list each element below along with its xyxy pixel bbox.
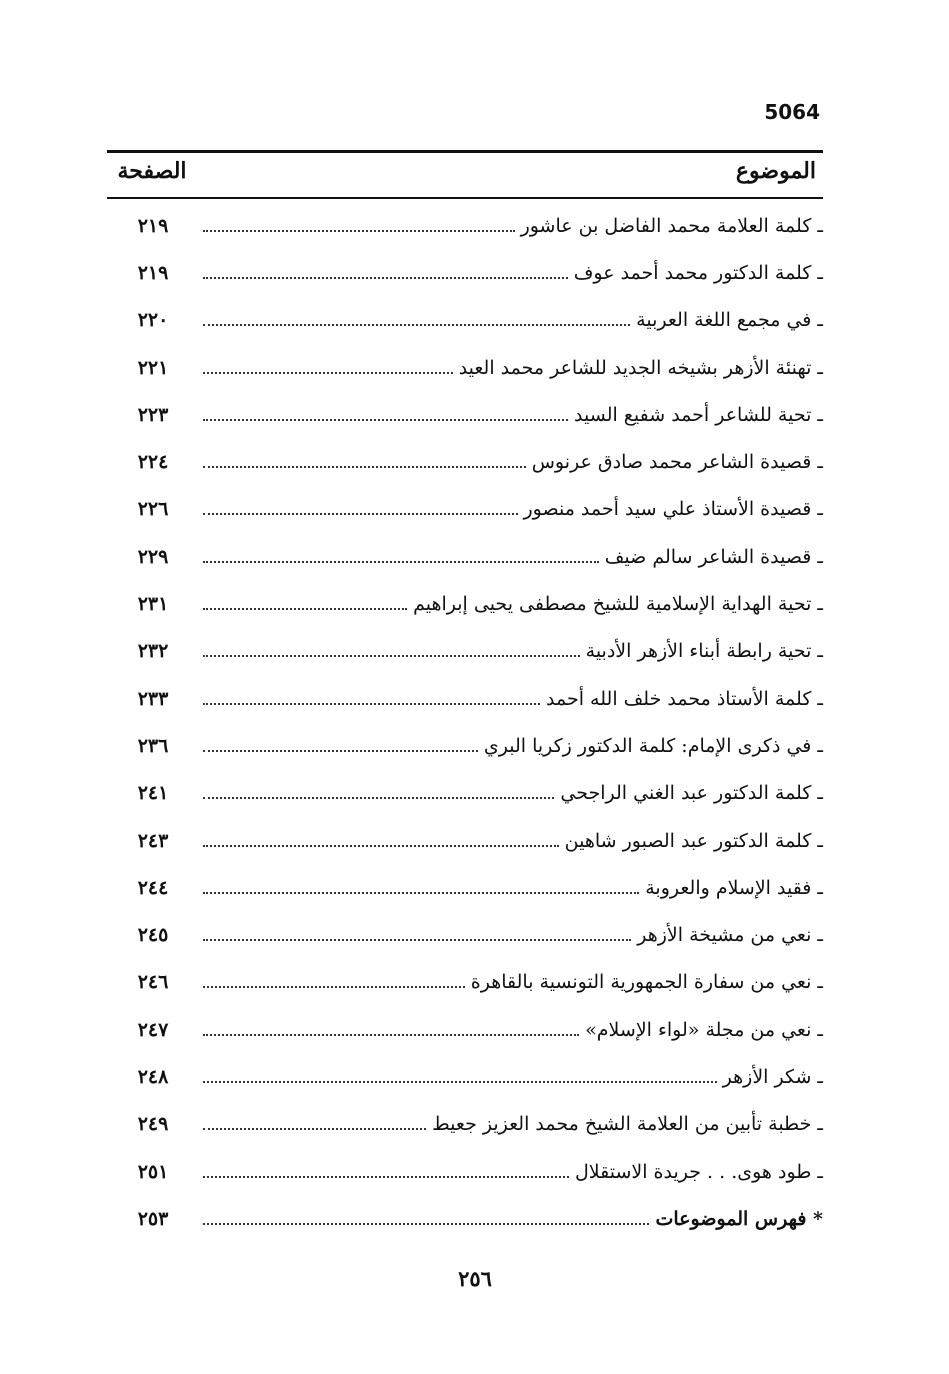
dot-leader [203, 560, 599, 563]
page-column-header: الصفحة [117, 158, 187, 184]
dot-leader [203, 607, 407, 610]
toc-page-number: ٢٢٦ [137, 498, 169, 521]
dot-leader [203, 229, 515, 232]
toc-page-number: ٢٣٦ [137, 734, 169, 757]
toc-entry-title: ـ في مجمع اللغة العربية [636, 309, 823, 332]
toc-entry [203, 404, 823, 426]
dot-leader [203, 1080, 717, 1083]
toc-row [107, 628, 823, 675]
toc-entry [203, 593, 823, 615]
toc-entry [203, 877, 823, 899]
toc-entry-title: ـ كلمة الأستاذ محمد خلف الله أحمد [546, 687, 823, 710]
dot-leader [203, 1127, 426, 1130]
toc-entry-title: ـ كلمة الدكتور محمد أحمد عوف [573, 261, 823, 284]
toc-entry-title: ـ نعي من مجلة «لواء الإسلام» [585, 1018, 823, 1041]
toc-entry [203, 688, 823, 710]
toc-entry-title: ـ نعي من سفارة الجمهورية التونسية بالقاهرة [470, 971, 823, 994]
toc-row [107, 817, 823, 864]
dot-leader [203, 465, 526, 468]
toc-page-number: ٢١٩ [137, 214, 169, 237]
dot-leader [203, 1175, 569, 1178]
toc-row [107, 864, 823, 911]
dot-leader [203, 891, 639, 894]
toc-entry [203, 451, 823, 473]
toc-page-number: ٢٥١ [137, 1160, 169, 1183]
toc-page-number: ٢٤٨ [137, 1065, 169, 1088]
toc-row [107, 438, 823, 485]
toc-row [107, 297, 823, 344]
toc-row [107, 249, 823, 296]
header-bottom-rule [107, 197, 823, 199]
toc-page-number: ٢٣٣ [137, 687, 169, 710]
toc-row [107, 1053, 823, 1100]
toc-entry-title: ـ طود هوى. . . جريدة الاستقلال [575, 1160, 823, 1183]
table-of-contents [107, 202, 823, 1243]
toc-entry [203, 971, 823, 993]
dot-leader [203, 844, 559, 847]
toc-row [107, 1195, 823, 1242]
toc-page-number: ٢٣٢ [137, 640, 169, 663]
toc-entry-title: ـ خطبة تأبين من العلامة الشيخ محمد العزيز جعيط [432, 1113, 823, 1136]
toc-entry-title: ـ نعي من مشيخة الأزهر [637, 924, 823, 947]
toc-entry-title: ـ قصيدة الشاعر محمد صادق عرنوس [531, 451, 823, 474]
toc-page-number: ٢٢٩ [137, 545, 169, 568]
toc-page-number: ٢٢٠ [137, 309, 169, 332]
topic-column-header: الموضوع [735, 158, 816, 184]
toc-row [107, 391, 823, 438]
toc-row [107, 202, 823, 249]
toc-entry-title: ـ تحية الهداية الإسلامية للشيخ مصطفى يحيى إبراهيم [413, 593, 823, 616]
toc-row [107, 770, 823, 817]
toc-page-number: ٢٣١ [137, 593, 169, 616]
toc-row [107, 959, 823, 1006]
dot-leader [203, 938, 631, 941]
toc-page-number: ٢٢٣ [137, 403, 169, 426]
folio-number: ٢٥٦ [458, 1266, 492, 1291]
toc-entry [203, 262, 823, 284]
toc-entry [203, 1113, 823, 1135]
toc-entry [203, 924, 823, 946]
toc-page-number: ٢٤٦ [137, 971, 169, 994]
toc-row [107, 1101, 823, 1148]
toc-page-number: ٢٢٤ [137, 451, 169, 474]
toc-entry-title: ـ تحية للشاعر أحمد شفيع السيد [574, 403, 823, 426]
toc-entry-title: ـ قصيدة الشاعر سالم ضيف [604, 545, 823, 568]
toc-page-number: ٢٤٤ [137, 876, 169, 899]
dot-leader [203, 512, 518, 515]
toc-entry [203, 782, 823, 804]
toc-entry-title: ـ في ذكرى الإمام: كلمة الدكتور زكريا البري [483, 734, 823, 757]
header-top-rule [107, 150, 823, 153]
dot-leader [203, 654, 580, 657]
toc-row [107, 722, 823, 769]
toc-entry-title: ـ كلمة الدكتور عبد الصبور شاهين [564, 829, 823, 852]
toc-page-number: ٢٤١ [137, 782, 169, 805]
toc-entry [203, 215, 823, 237]
toc-entry [203, 1161, 823, 1183]
toc-row [107, 344, 823, 391]
toc-row [107, 675, 823, 722]
toc-row [107, 580, 823, 627]
toc-row [107, 911, 823, 958]
toc-entry-title: ـ فقيد الإسلام والعروبة [645, 876, 823, 899]
toc-row [107, 533, 823, 580]
toc-entry [203, 357, 823, 379]
dot-leader [203, 276, 568, 279]
dot-leader [203, 1033, 579, 1036]
toc-row [107, 486, 823, 533]
toc-entry-title: ـ تحية رابطة أبناء الأزهر الأدبية [585, 640, 823, 663]
toc-entry [203, 830, 823, 852]
toc-entry [203, 1019, 823, 1041]
toc-entry [203, 640, 823, 662]
dot-leader [203, 323, 630, 326]
toc-page-number: ٢٢١ [137, 356, 169, 379]
toc-entry [203, 498, 823, 520]
toc-page-number: ٢٤٥ [137, 924, 169, 947]
toc-entry [203, 1208, 823, 1230]
toc-entry-title: ـ شكر الأزهر [722, 1065, 823, 1088]
toc-entry-title: ـ قصيدة الأستاذ علي سيد أحمد منصور [523, 498, 823, 521]
toc-page-number: ٢٥٣ [137, 1207, 169, 1230]
toc-page-number: ٢٤٩ [137, 1113, 169, 1136]
dot-leader [203, 371, 453, 374]
toc-entry-title: ـ كلمة العلامة محمد الفاضل بن عاشور [520, 214, 823, 237]
dot-leader [203, 418, 568, 421]
toc-entry-title: * فهرس الموضوعات [655, 1207, 823, 1230]
dot-leader [203, 985, 465, 988]
toc-entry-title: ـ تهنئة الأزهر بشيخه الجديد للشاعر محمد العيد [458, 356, 823, 379]
toc-entry [203, 546, 823, 568]
toc-page-number: ٢٤٧ [137, 1018, 169, 1041]
dot-leader [203, 749, 478, 752]
toc-row [107, 1006, 823, 1053]
toc-entry [203, 735, 823, 757]
dot-leader [203, 1222, 649, 1225]
dot-leader [203, 796, 554, 799]
toc-entry-title: ـ كلمة الدكتور عبد الغني الراجحي [560, 782, 823, 805]
page-id: 5064 [764, 100, 820, 124]
toc-entry [203, 1066, 823, 1088]
dot-leader [203, 702, 540, 705]
toc-page-number: ٢٤٣ [137, 829, 169, 852]
toc-row [107, 1148, 823, 1195]
toc-page-number: ٢١٩ [137, 261, 169, 284]
toc-entry [203, 309, 823, 331]
